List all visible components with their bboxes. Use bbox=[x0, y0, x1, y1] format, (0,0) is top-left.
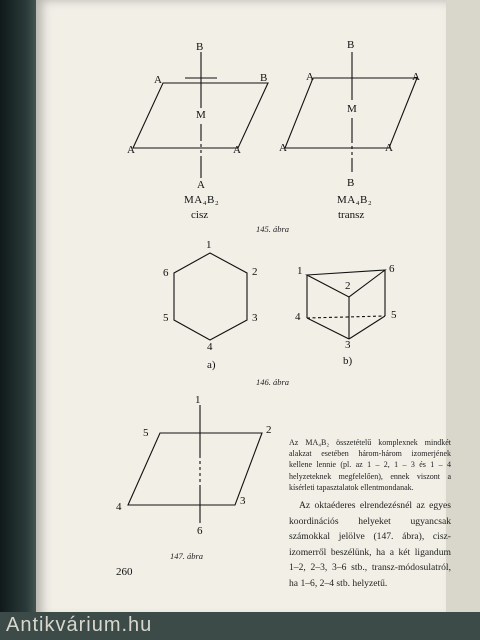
fig146-hex-label-6: 6 bbox=[163, 267, 169, 279]
paragraph-main: Az oktaéderes elrendezésnél az egyes koordinációs helyeket ugyancsak számokkal jelölve (147. ábra), cisz-izomerről beszélünk, ha a két ligandum 1–2, 2–3, 3–6 stb., transz-módosulatról, ha 1–6, 2–4 stb. helyzetű. bbox=[289, 500, 451, 589]
fig146-prism-label-6: 6 bbox=[389, 263, 395, 275]
fig147-label-3: 3 bbox=[240, 495, 246, 507]
fig145-trans-label-m: M bbox=[347, 103, 357, 115]
fig145-cis-name: cisz bbox=[191, 209, 209, 221]
fig146-hex-label-3: 3 bbox=[252, 312, 258, 324]
fig146-caption: 146. ábra bbox=[256, 377, 290, 387]
fig147-label-2: 2 bbox=[266, 424, 272, 436]
fig145-caption: 145. ábra bbox=[256, 224, 290, 234]
fig147-label-6: 6 bbox=[197, 525, 203, 537]
paragraph-small: Az MA₄B₂ összetételű komplexnek mindkét alakzat esetében három-három izomerjének kellene lennie (pl. az 1 – 2, 1 – 3 és 1 – 4 helyzeteknek megfelelően), ennek viszont a kísérleti tapasztalatok ellentmondanak. bbox=[289, 438, 451, 492]
fig145-trans-label-bl-a: A bbox=[279, 142, 287, 154]
fig147-label-1: 1 bbox=[195, 394, 201, 406]
fig146-hex-sub: a) bbox=[207, 359, 216, 371]
fig145-cis-label-bottom-a: A bbox=[197, 179, 205, 191]
fig145-trans-label-tl-a: A bbox=[306, 71, 314, 83]
fig145-cis-label-tr-b: B bbox=[260, 72, 268, 84]
watermark: Antikvárium.hu bbox=[6, 614, 153, 636]
fig145-cis-label-bl-a: A bbox=[127, 144, 135, 156]
fig145-cis-label-m: M bbox=[196, 109, 206, 121]
fig145-cis-formula: MA₄B₂ bbox=[184, 194, 220, 206]
fig146-hex-label-2: 2 bbox=[252, 266, 258, 278]
fig145-cis-label-tl-a: A bbox=[154, 74, 162, 86]
fig145-cis-label-br-a: A bbox=[233, 144, 241, 156]
fig146-prism-label-3: 3 bbox=[345, 339, 351, 351]
fig146-prism-label-2: 2 bbox=[345, 280, 351, 292]
fig145-trans-formula: MA₄B₂ bbox=[337, 194, 373, 206]
fig146-hex-label-4: 4 bbox=[207, 341, 213, 353]
fig145-cis-label-top-b: B bbox=[196, 41, 204, 53]
fig146-hex-label-5: 5 bbox=[163, 312, 169, 324]
fig147-caption: 147. ábra bbox=[170, 551, 204, 561]
fig145-trans-label-br-a: A bbox=[385, 142, 393, 154]
fig146-prism-label-1: 1 bbox=[297, 265, 303, 277]
page-number: 260 bbox=[116, 566, 133, 578]
fig147-label-5: 5 bbox=[143, 427, 149, 439]
fig145-trans-label-bottom-b: B bbox=[347, 177, 355, 189]
fig145-trans-label-top-b: B bbox=[347, 39, 355, 51]
fig146-prism-sub: b) bbox=[343, 355, 353, 367]
fig146-hex-label-1: 1 bbox=[206, 239, 212, 251]
fig146-prism-label-5: 5 bbox=[391, 309, 397, 321]
fig145-trans-name: transz bbox=[338, 209, 365, 221]
fig146-prism-label-4: 4 bbox=[295, 311, 301, 323]
fig146-hexagon bbox=[174, 253, 247, 340]
fig147-label-4: 4 bbox=[116, 501, 122, 513]
fig145-trans-label-tr-a: A bbox=[412, 71, 420, 83]
